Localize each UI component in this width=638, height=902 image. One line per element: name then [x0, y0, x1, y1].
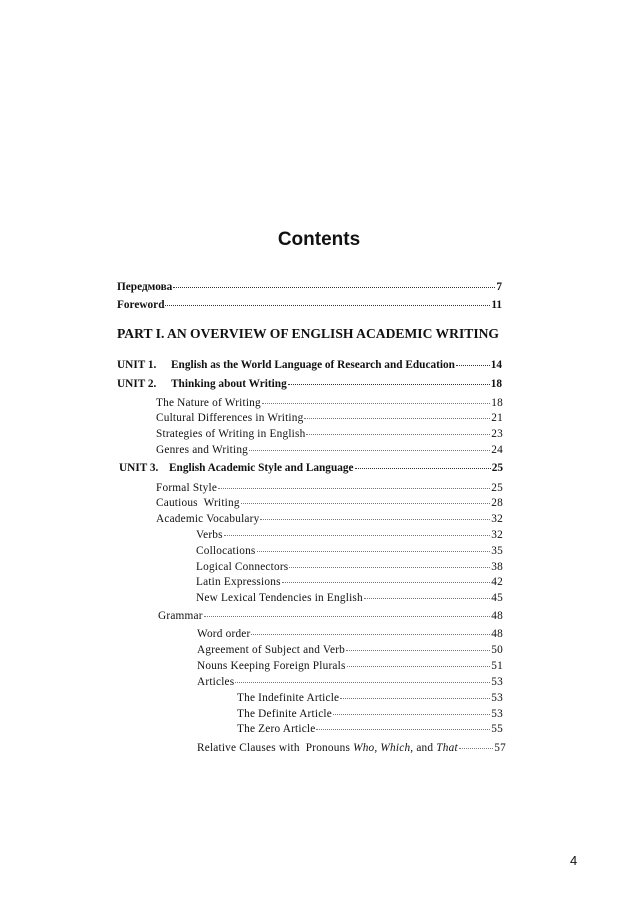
toc-entry-label: Word order — [197, 628, 251, 640]
toc-entry-page: 55 — [491, 723, 503, 735]
toc-entry-page: 25 — [491, 462, 503, 474]
toc-entry-page: 7 — [496, 281, 502, 293]
toc-entry-page: 32 — [491, 513, 503, 525]
toc-entry-unit2[interactable] — [117, 377, 502, 391]
relative-prefix: Relative Clauses with Pronouns — [197, 742, 354, 754]
toc-entry-page: 35 — [491, 545, 503, 557]
toc-entry-page: 23 — [491, 428, 503, 440]
toc-entry[interactable] — [196, 560, 503, 574]
toc-entry-page: 32 — [491, 529, 503, 541]
toc-entry-label — [119, 461, 354, 475]
dot-leader — [456, 365, 490, 366]
dot-leader — [282, 582, 491, 583]
toc-entry-label: The Nature of Writing — [156, 397, 261, 409]
toc-entry-label: Cultural Differences in Writing — [156, 412, 304, 424]
dot-leader — [289, 567, 490, 568]
dot-leader — [260, 519, 490, 520]
toc-entry[interactable] — [196, 591, 503, 605]
toc-entry-label: Formal Style — [156, 482, 218, 494]
toc-entry-label: Grammar — [158, 610, 203, 622]
toc-entry-page: 28 — [491, 497, 503, 509]
toc-entry-page: 48 — [491, 610, 503, 622]
toc-entry-page: 38 — [491, 561, 503, 573]
toc-entry-label: Collocations — [196, 545, 256, 557]
toc-entry[interactable] — [197, 643, 503, 657]
dot-leader — [218, 488, 490, 489]
toc-entry-label: Agreement of Subject and Verb — [197, 644, 346, 656]
dot-leader — [235, 682, 490, 683]
toc-entry-page: 24 — [491, 444, 503, 456]
toc-entry-label: The Definite Article — [237, 708, 332, 720]
toc-entry-label: New Lexical Tendencies in English — [196, 592, 363, 604]
dot-leader — [459, 748, 493, 749]
toc-entry-label: Genres and Writing — [156, 444, 249, 456]
toc-entry[interactable] — [156, 411, 503, 425]
toc-entry-label: Verbs — [196, 529, 223, 541]
toc-entry[interactable] — [197, 627, 503, 641]
toc-entry-label: Foreword — [117, 299, 165, 311]
dot-leader — [165, 305, 490, 306]
toc-entry-page: 53 — [491, 692, 503, 704]
toc-entry[interactable] — [156, 481, 503, 495]
dot-leader — [304, 418, 490, 419]
dot-leader — [251, 634, 490, 635]
toc-entry-label: Articles — [197, 676, 235, 688]
toc-entry-label — [117, 377, 287, 391]
dot-leader — [173, 287, 495, 288]
dot-leader — [355, 468, 491, 469]
toc-entry-page: 53 — [491, 708, 503, 720]
dot-leader — [347, 666, 491, 667]
toc-entry[interactable] — [237, 691, 503, 705]
toc-entry-page: 57 — [494, 742, 506, 754]
toc-entry-label: Latin Expressions — [196, 576, 281, 588]
toc-entry-label — [117, 358, 455, 372]
dot-leader — [262, 403, 490, 404]
toc-entry-page: 14 — [490, 359, 502, 371]
toc-entry-label — [197, 741, 458, 755]
unit-title: English Academic Style and Language — [169, 462, 354, 474]
toc-entry-label: Academic Vocabulary — [156, 513, 260, 525]
toc-entry[interactable] — [197, 675, 503, 689]
toc-entry-page: 50 — [491, 644, 503, 656]
toc-entry-page: 11 — [491, 299, 502, 311]
unit-title: Thinking about Writing — [171, 378, 287, 390]
toc-entry[interactable] — [196, 544, 503, 558]
dot-leader — [288, 384, 490, 385]
relative-and: , and — [410, 742, 437, 754]
dot-leader — [333, 714, 490, 715]
toc-entry-unit1[interactable] — [117, 358, 502, 372]
dot-leader — [257, 551, 491, 552]
toc-entry-page: 45 — [491, 592, 503, 604]
dot-leader — [340, 698, 490, 699]
toc-entry[interactable] — [156, 443, 503, 457]
toc-entry[interactable] — [156, 396, 503, 410]
toc-entry-page: 48 — [491, 628, 503, 640]
toc-entry-label: Передмова — [117, 281, 173, 293]
toc-entry-unit3[interactable] — [119, 461, 503, 475]
unit-title: English as the World Language of Research and Education — [171, 359, 455, 371]
relative-pronouns: Who, Which — [353, 742, 411, 754]
toc-entry-label: Strategies of Writing in English — [156, 428, 306, 440]
toc-entry-page: 21 — [491, 412, 503, 424]
toc-entry-label: Logical Connectors — [196, 561, 289, 573]
toc-entry-page: 18 — [491, 397, 503, 409]
dot-leader — [306, 434, 490, 435]
toc-entry-grammar[interactable] — [158, 609, 503, 623]
unit-number: UNIT 3. — [119, 462, 159, 474]
toc-entry[interactable] — [196, 528, 503, 542]
dot-leader — [346, 650, 490, 651]
part-heading: PART I. AN OVERVIEW OF ENGLISH ACADEMIC WRITING — [117, 326, 499, 341]
toc-entry-page: 42 — [491, 576, 503, 588]
dot-leader — [204, 616, 491, 617]
toc-entry-relative-clauses[interactable] — [197, 741, 506, 755]
toc-entry-page: 18 — [490, 378, 502, 390]
toc-entry-label: Cautious Writing — [156, 497, 240, 509]
toc-entry-label: The Indefinite Article — [237, 692, 340, 704]
toc-entry[interactable] — [156, 512, 503, 526]
toc-entry[interactable] — [156, 496, 503, 510]
dot-leader — [241, 503, 491, 504]
unit-number: UNIT 1. — [117, 359, 157, 371]
toc-entry[interactable] — [196, 575, 503, 589]
toc-entry[interactable] — [237, 722, 503, 736]
dot-leader — [249, 450, 490, 451]
toc-entry-page: 51 — [491, 660, 503, 672]
toc-entry-label: The Zero Article — [237, 723, 316, 735]
dot-leader — [224, 535, 491, 536]
toc-entry[interactable] — [237, 707, 503, 721]
toc-entry-page: 25 — [491, 482, 503, 494]
toc-entry-label: Nouns Keeping Foreign Plurals — [197, 660, 346, 672]
unit-number: UNIT 2. — [117, 378, 157, 390]
page-number: 4 — [570, 853, 578, 868]
toc-entry-foreword[interactable] — [117, 298, 502, 312]
toc-entry[interactable] — [156, 427, 503, 441]
toc-entry[interactable] — [197, 659, 503, 673]
dot-leader — [316, 729, 490, 730]
toc-entry-page: 53 — [491, 676, 503, 688]
toc-entry-peredmova[interactable] — [117, 280, 502, 294]
relative-that: That — [436, 742, 458, 754]
dot-leader — [364, 598, 490, 599]
page-title: Contents — [277, 229, 361, 250]
